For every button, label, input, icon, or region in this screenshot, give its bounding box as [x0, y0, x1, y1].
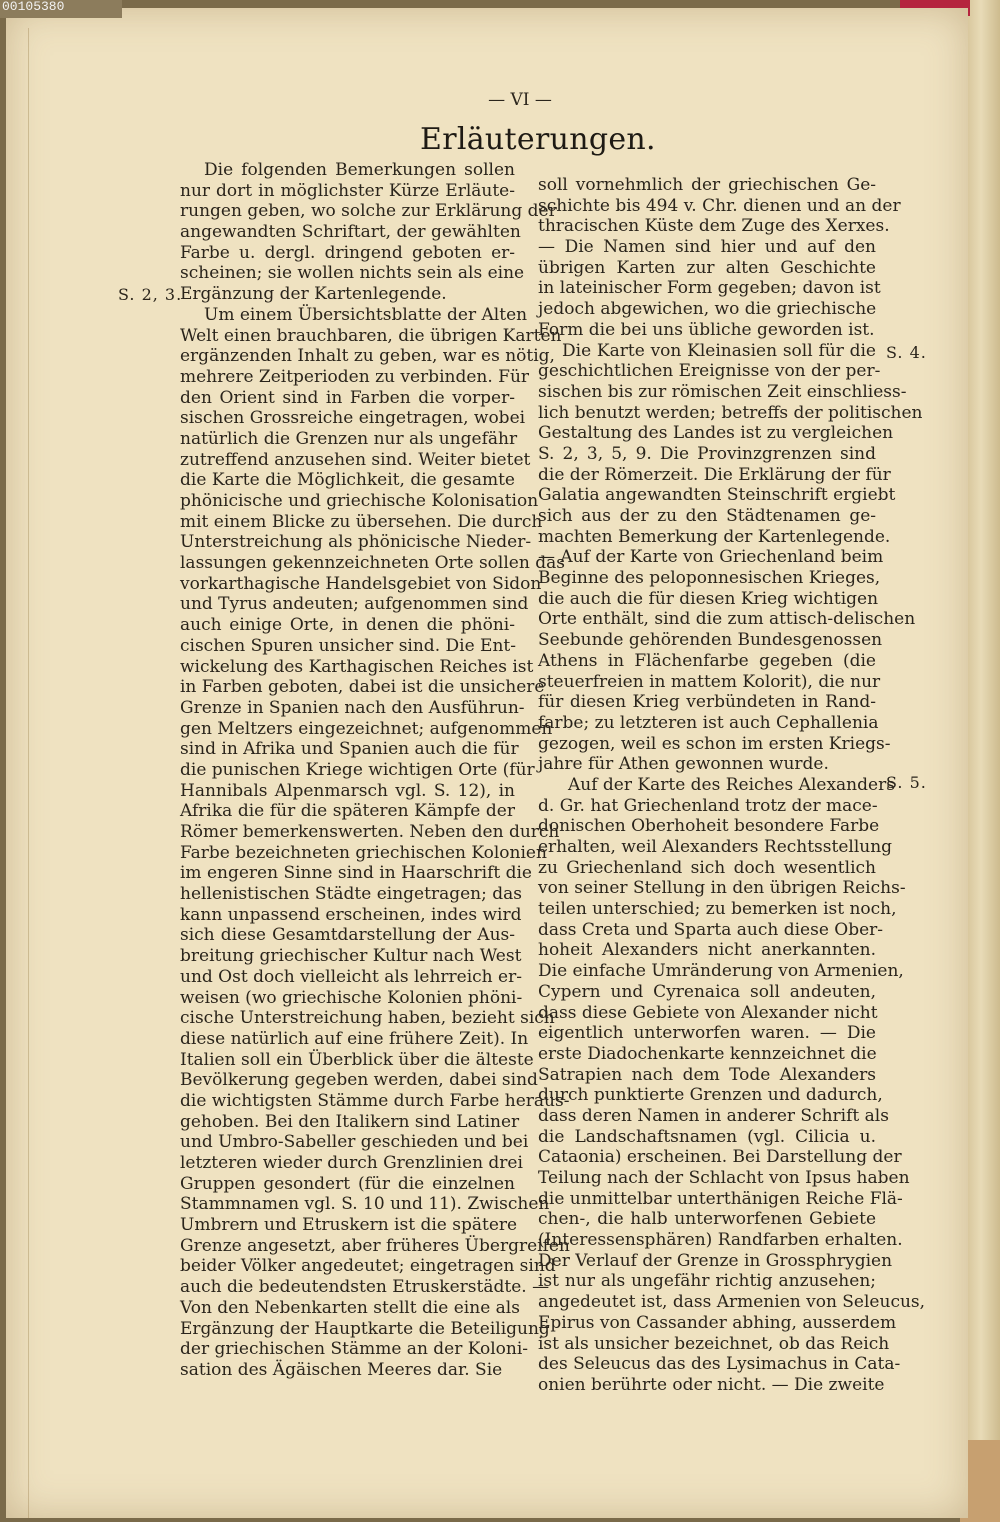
- text-line: gen Meltzers eingezeichnet; aufgenommen: [180, 718, 553, 739]
- text-line: der griechischen Stämme an der Koloni-: [180, 1339, 529, 1360]
- text-line: Cypern und Cyrenaica soll andeuten,: [538, 981, 876, 1002]
- text-line: Satrapien nach dem Tode Alexanders: [538, 1064, 876, 1085]
- text-line: sich aus der zu den Städtenamen ge-: [538, 506, 876, 526]
- text-line: Ergänzung der Kartenlegende.: [180, 284, 447, 305]
- text-line: die Landschaftsnamen (vgl. Cilicia u.: [538, 1126, 876, 1147]
- text-line: Teilung nach der Schlacht von Ipsus haben: [538, 1168, 910, 1188]
- text-line: lich benutzt werden; betreffs der politischen: [538, 402, 923, 423]
- text-line: Ergänzung der Hauptkarte die Beteiligung: [180, 1318, 550, 1339]
- text-line: und Tyrus andeuten; aufgenommen sind: [180, 594, 529, 615]
- page-edge: [968, 0, 1000, 1522]
- text-line: Der Verlauf der Grenze in Grossphrygien: [538, 1250, 893, 1271]
- page-number: — VI —: [488, 90, 552, 110]
- text-line: Gestaltung des Landes ist zu vergleichen: [538, 423, 894, 444]
- text-line: phönicische und griechische Kolonisation: [180, 491, 539, 511]
- text-line: mit einem Blicke zu übersehen. Die durch: [180, 511, 543, 532]
- text-line: die wichtigsten Stämme durch Farbe heraus-: [180, 1090, 570, 1111]
- text-line: ist nur als ungefähr richtig anzusehen;: [538, 1271, 876, 1292]
- fold-line: [28, 28, 29, 1518]
- margin-note-s23: S. 2, 3.: [118, 285, 183, 304]
- text-line: — Auf der Karte von Griechenland beim: [538, 547, 884, 568]
- text-line: angedeutet ist, dass Armenien von Seleucus,: [538, 1292, 926, 1313]
- text-line: und Ost doch vielleicht als lehrreich er-: [180, 966, 522, 987]
- text-line: Seebunde gehörenden Bundesgenossen: [538, 630, 883, 651]
- text-line: S. 2, 3, 5, 9. Die Provinzgrenzen sind: [538, 443, 876, 464]
- text-line: Cataonia) erscheinen. Bei Darstellung der: [538, 1147, 902, 1168]
- text-line: hoheit Alexanders nicht anerkannten.: [538, 940, 876, 961]
- text-line: durch punktierte Grenzen und dadurch,: [538, 1085, 883, 1106]
- text-line: cische Unterstreichung haben, bezieht sich: [180, 1008, 555, 1029]
- text-line: thracischen Küste dem Zuge des Xerxes.: [538, 216, 890, 237]
- text-line: angewandten Schriftart, der gewählten: [180, 222, 521, 243]
- text-line: natürlich die Grenzen nur als ungefähr: [180, 428, 518, 449]
- text-line: ist als unsicher bezeichnet, ob das Reich: [538, 1333, 890, 1354]
- text-line: Beginne des peloponnesischen Krieges,: [538, 568, 881, 589]
- text-line: in Farben geboten, dabei ist die unsichere: [180, 677, 545, 698]
- text-line: auch einige Orte, in denen die phöni-: [180, 615, 515, 636]
- text-line: sischen bis zur römischen Zeit einschliess-: [538, 381, 907, 402]
- text-line: erhalten, weil Alexanders Rechtsstellung: [538, 837, 893, 857]
- text-line: nur dort in möglichster Kürze Erläute-: [180, 180, 515, 201]
- text-line: in lateinischer Form gegeben; davon ist: [538, 278, 881, 299]
- text-line: Farbe bezeichneten griechischen Kolonien: [180, 842, 547, 863]
- text-line: zutreffend anzusehen sind. Weiter bietet: [180, 449, 531, 470]
- text-line: Form die bei uns übliche geworden ist.: [538, 319, 875, 340]
- text-line: beider Völker angedeutet; eingetragen sind: [180, 1256, 556, 1277]
- text-line: die unmittelbar unterthänigen Reiche Flä-: [538, 1188, 903, 1209]
- text-line: von seiner Stellung in den übrigen Reichs-: [538, 878, 906, 899]
- text-line: Die einfache Umränderung von Armenien,: [538, 961, 904, 982]
- text-line: machten Bemerkung der Kartenlegende.: [538, 526, 891, 547]
- text-line: des Seleucus das des Lysimachus in Cata-: [538, 1354, 901, 1375]
- text-line: kann unpassend erscheinen, indes wird: [180, 904, 522, 925]
- text-line: schichte bis 494 v. Chr. dienen und an der: [538, 195, 901, 216]
- text-line: Grenze in Spanien nach den Ausführun-: [180, 697, 525, 718]
- text-line: eigentlich unterworfen waren. — Die: [538, 1023, 876, 1044]
- page-title: Erläuterungen.: [420, 122, 656, 157]
- text-line: die der Römerzeit. Die Erklärung der für: [538, 464, 891, 485]
- text-line: teilen unterschied; zu bemerken ist noch,: [538, 899, 897, 920]
- text-line: Bevölkerung gegeben werden, dabei sind: [180, 1070, 538, 1091]
- left-text-column: [180, 160, 570, 1381]
- text-line: Afrika die für die späteren Kämpfe der: [180, 801, 515, 822]
- text-line: dass deren Namen in anderer Schrift als: [538, 1105, 889, 1126]
- text-line: Orte enthält, sind die zum attisch-delischen: [538, 609, 916, 630]
- text-line: geschichtlichen Ereignisse von der per-: [538, 361, 881, 382]
- text-line: d. Gr. hat Griechenland trotz der mace-: [538, 795, 878, 816]
- text-line: wickelung des Karthagischen Reiches ist: [180, 656, 534, 677]
- text-line: diese natürlich auf eine frühere Zeit). In: [180, 1028, 529, 1049]
- text-line: zu Griechenland sich doch wesentlich: [538, 857, 876, 878]
- text-line: übrigen Karten zur alten Geschichte: [538, 257, 876, 278]
- text-line: cischen Spuren unsicher sind. Die Ent-: [180, 635, 516, 656]
- text-line: onien berührte oder nicht. — Die zweite: [538, 1374, 885, 1395]
- text-line: Gruppen gesondert (für die einzelnen: [180, 1173, 515, 1194]
- text-line: Farbe u. dergl. dringend geboten er-: [180, 242, 515, 263]
- text-line: donischen Oberhoheit besondere Farbe: [538, 816, 880, 837]
- text-line: Athens in Flächenfarbe gegeben (die: [538, 650, 876, 671]
- text-line: gehoben. Bei den Italikern sind Latiner: [180, 1111, 520, 1132]
- text-line: den Orient sind in Farben die vorper-: [180, 387, 515, 408]
- margin-note-s5: S. 5.: [886, 773, 927, 792]
- text-line: und Umbro-Sabeller geschieden und bei: [180, 1132, 529, 1153]
- text-line: chen-, die halb unterworfenen Gebiete: [538, 1209, 876, 1230]
- text-line: gezogen, weil es schon im ersten Kriegs-: [538, 733, 891, 754]
- text-line: sischen Grossreiche eingetragen, wobei: [180, 408, 526, 429]
- text-line: die auch die für diesen Krieg wichtigen: [538, 588, 879, 609]
- text-line: vorkarthagische Handelsgebiet von Sidon: [180, 573, 542, 594]
- text-line: die Karte die Möglichkeit, die gesamte: [180, 470, 515, 491]
- text-line: Hannibals Alpenmarsch vgl. S. 12), in: [180, 780, 515, 801]
- text-line: farbe; zu letzteren ist auch Cephallenia: [538, 712, 879, 733]
- text-line: Grenze angesetzt, aber früheres Übergreifen: [180, 1235, 570, 1256]
- text-line: Umbrern und Etruskern ist die spätere: [180, 1215, 518, 1236]
- text-line: Epirus von Cassander abhing, ausserdem: [538, 1312, 897, 1333]
- text-line: — Die Namen sind hier und auf den: [538, 237, 876, 258]
- text-line: jedoch abgewichen, wo die griechische: [538, 299, 877, 320]
- text-line: dass diese Gebiete von Alexander nicht: [538, 1002, 878, 1023]
- text-line: letzteren wieder durch Grenzlinien drei: [180, 1153, 523, 1173]
- text-line: breitung griechischer Kultur nach West: [180, 946, 522, 967]
- text-line: (Interessensphären) Randfarben erhalten.: [538, 1230, 903, 1251]
- text-line: weisen (wo griechische Kolonien phöni-: [180, 987, 523, 1008]
- margin-note-s4: S. 4.: [886, 343, 927, 362]
- text-line: Galatia angewandten Steinschrift ergiebt: [538, 485, 896, 506]
- text-line: sind in Afrika und Spanien auch die für: [180, 739, 519, 760]
- text-line: hellenistischen Städte eingetragen; das: [180, 884, 522, 905]
- text-line: Römer bemerkenswerten. Neben den durch: [180, 822, 560, 842]
- text-line: Um einem Übersichtsblatte der Alten: [204, 304, 528, 325]
- text-line: Italien soll ein Überblick über die älteste: [180, 1049, 534, 1070]
- text-line: Von den Nebenkarten stellt die eine als: [180, 1297, 520, 1318]
- text-line: erste Diadochenkarte kennzeichnet die: [538, 1043, 877, 1064]
- text-line: soll vornehmlich der griechischen Ge-: [538, 175, 876, 195]
- text-line: im engeren Sinne sind in Haarschrift die: [180, 863, 532, 884]
- text-line: Die folgenden Bemerkungen sollen: [204, 160, 515, 180]
- text-line: sich diese Gesamtdarstellung der Aus-: [180, 925, 515, 946]
- text-line: die punischen Kriege wichtigen Orte (für: [180, 759, 535, 780]
- text-line: jahre für Athen gewonnen wurde.: [538, 754, 829, 775]
- text-line: ergänzenden Inhalt zu geben, war es nötig,: [180, 346, 555, 367]
- text-line: rungen geben, wo solche zur Erklärung der: [180, 201, 557, 222]
- text-line: Unterstreichung als phönicische Nieder-: [180, 532, 532, 553]
- scan-id: 00105380: [0, 0, 122, 18]
- text-line: Welt einen brauchbaren, die übrigen Karten: [180, 325, 562, 346]
- text-line: dass Creta und Sparta auch diese Ober-: [538, 919, 884, 940]
- text-line: lassungen gekennzeichneten Orte sollen das: [180, 553, 565, 574]
- text-line: mehrere Zeitperioden zu verbinden. Für: [180, 366, 530, 387]
- text-line: für diesen Krieg verbündeten in Rand-: [538, 692, 876, 713]
- text-line: auch die bedeutendsten Etruskerstädte. —: [180, 1277, 550, 1298]
- text-line: sation des Ägäischen Meeres dar. Sie: [180, 1359, 503, 1380]
- text-line: Die Karte von Kleinasien soll für die: [562, 340, 876, 361]
- text-line: scheinen; sie wollen nichts sein als eine: [180, 263, 525, 284]
- text-line: Stammnamen vgl. S. 10 und 11). Zwischen: [180, 1194, 550, 1215]
- text-line: Auf der Karte des Reiches Alexanders: [568, 774, 895, 795]
- text-line: steuerfreien in mattem Kolorit), die nur: [538, 671, 881, 692]
